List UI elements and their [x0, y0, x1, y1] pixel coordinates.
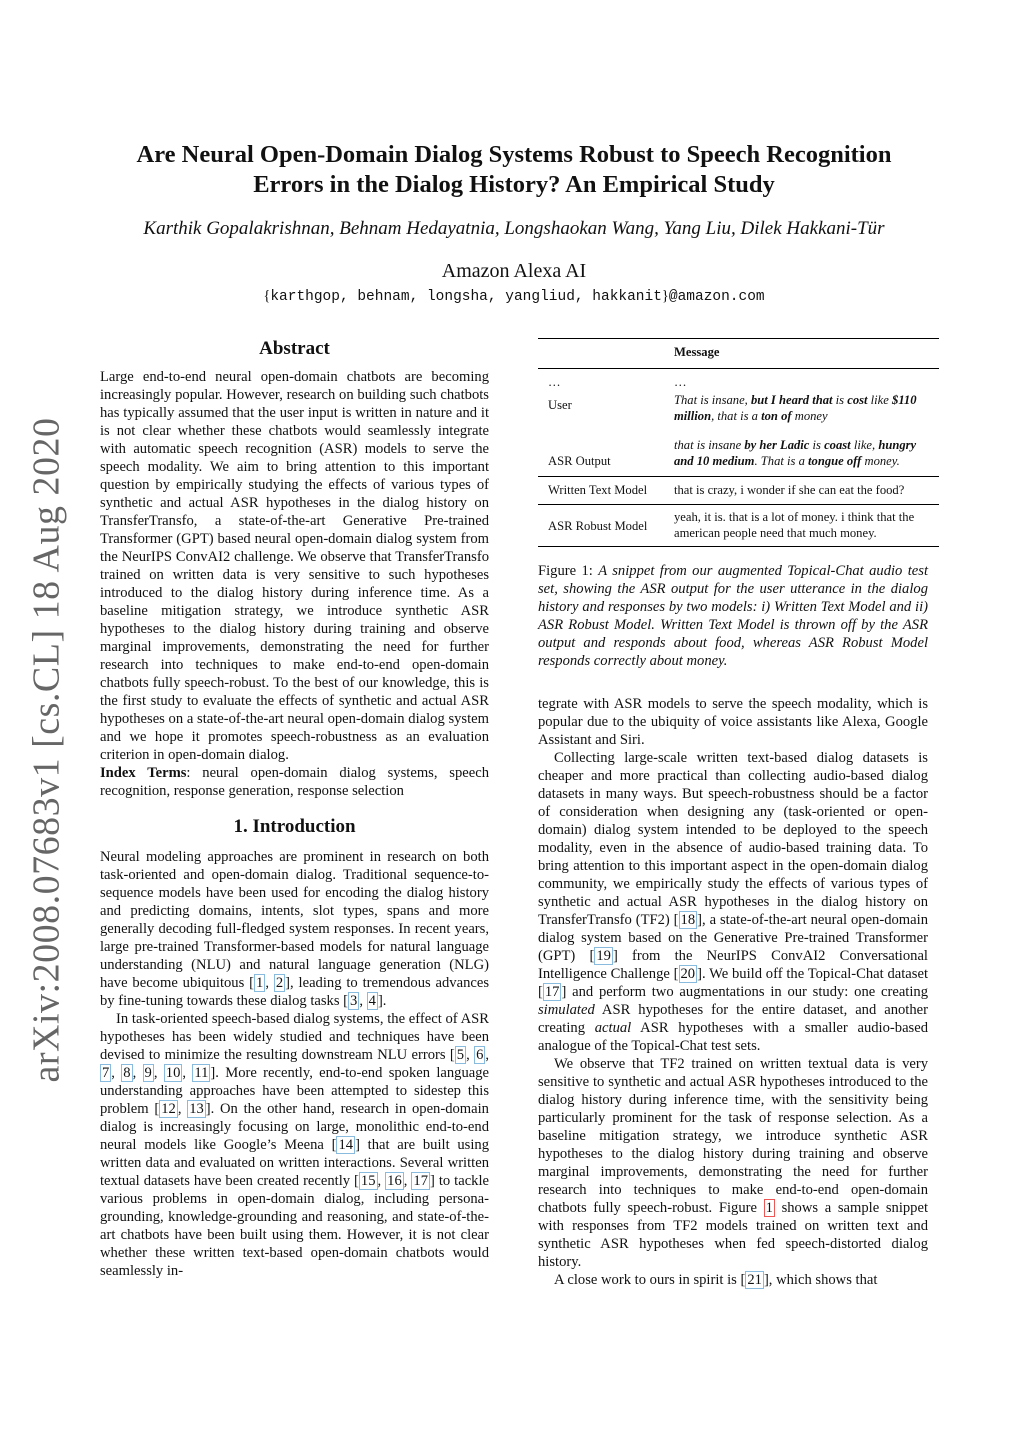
- citation-link[interactable]: 7: [102, 1065, 110, 1081]
- abstract-body: [100, 368, 489, 800]
- author-emails: {karthgop, behnam, longsha, yangliud, hakkanit}@amazon.com: [263, 288, 765, 305]
- citation-link[interactable]: 11: [194, 1065, 209, 1081]
- right-paragraph-3: We observe that TF2 trained on written textual data is very sensitive to synthetic and actual ASR hypotheses introduced to the dialog history during inference time, with the sensitivity being particularly prominent for the task of response selection. As a baseline mitigation strategy, we introduce synthetic ASR hypotheses to the dialog history during training and observe marginal improvements, demonstrating the need for further research into techniques to make end-to-end open-domain chatbots fully speech-robust. Figure 1 shows a sample snippet with responses from TF2 models trained on written text and synthetic ASR hypotheses when fed speech-distorted dialog history.: [538, 1056, 929, 1270]
- author-list: Karthik Gopalakrishnan, Behnam Hedayatnia, Longshaokan Wang, Yang Liu, Dilek Hakkani-Tür: [143, 218, 885, 239]
- asr-output: that is insane by her Ladic is coast like, hungry and 10 medium. That is a tongue off money.: [674, 438, 917, 468]
- right-paragraph-4: A close work to ours in spirit is [ 21 ], which shows that: [554, 1272, 878, 1288]
- citation-link[interactable]: 15: [360, 1173, 376, 1189]
- citation-link[interactable]: 9: [144, 1065, 152, 1081]
- intro-body: [100, 848, 489, 1280]
- index-terms: Index Terms: neural open-domain dialog systems, speech recognition, response generation, response selection: [100, 765, 490, 799]
- citation-link[interactable]: 4: [368, 993, 376, 1009]
- arxiv-side-label: arXiv:2008.07683v1 [cs.CL] 18 Aug 2020: [25, 417, 68, 1083]
- table-row: ASR Output that is insane by her Ladic is coast like, hungry and 10 medium. That is a tongue off money.: [538, 434, 939, 476]
- citation-link[interactable]: 6: [476, 1047, 484, 1063]
- citation-link[interactable]: 17: [413, 1173, 428, 1189]
- citation-link[interactable]: 2: [275, 975, 284, 991]
- citation-link[interactable]: 17: [544, 984, 560, 1000]
- intro-paragraph-2: In task-oriented speech-based dialog systems, the effect of ASR hypotheses has been widely studied and techniques have been devised to minimize the resulting downstream NLU errors [ 5 , 6 , 7 , 8 , 9 , 10 , 11 ]. More recently, end-to-end spoken language understanding approaches have been attempted to sidestep this problem [ 12 , 13 ]. On the other hand, research in open-domain dialog is increasingly focusing on large, monolithic end-to-end neural models like Google’s Meena [ 14 ] that are built using written data and evaluated on written interactions. Several written textual datasets have been created recently [ 15 , 16 , 17 ] to tackle various problems in open-domain dialog, including persona-grounding, knowledge-grounding and reasoning, and state-of-the-art chatbots have been built using them. However, it is not clear whether these written text-based open-domain chatbots would seamlessly in-: [100, 1011, 490, 1279]
- citation-link[interactable]: 3: [350, 993, 358, 1009]
- right-paragraph-2: Collecting large-scale written text-based dialog datasets is cheaper and more practical than collecting audio-based dialog datasets in many ways. But speech-robustness should be a factor of consideration when designing any (task-oriented or open-domain) dialog system intended to be deployed to the speech modality, even in the absence of audio-based training data. To bring attention to this important aspect in the open-domain dialog community, we empirically study the effects of various types of synthetic and actual ASR hypotheses in the dialog history on TransferTransfo (TF2) [ 18 ], a state-of-the-art neural open-domain dialog system based on the Generative Pre-trained Transformer (GPT) [ 19 ] from the NeurIPS ConvAI2 Conversational Intelligence Challenge [ 20 ]. We build off the Topical-Chat dataset [ 17 ] and perform two augmentations in our study: one creating simulated ASR hypotheses for the entire dataset, and another creating actual ASR hypotheses with a smaller audio-based analogue of the Topical-Chat test sets.: [538, 750, 929, 1054]
- citation-link[interactable]: 20: [680, 966, 696, 982]
- citation-link[interactable]: 10: [165, 1065, 181, 1081]
- table-row: … …: [548, 374, 687, 389]
- paper-title: Are Neural Open-Domain Dialog Systems Robust to Speech Recognition Errors in the Dialog History? An Empirical Study: [136, 141, 892, 198]
- figure-link[interactable]: 1: [765, 1200, 773, 1216]
- intro-paragraph-1: Neural modeling approaches are prominent in research on both task-oriented and open-domain dialog. Traditional sequence-to-sequence models have been used for encoding the dialog history and predicting domains, intents, slot types, spans and more generally decoding full-fledged system responses. In recent years, large pre-trained Transformer-based models for natural language understanding (NLU) and natural language generation (NLG) have become ubiquitous [ 1 , 2 ], leading to tremendous advances by fine-tuning towards these dialog tasks [ 3 , 4 ].: [100, 849, 490, 1009]
- citation-link[interactable]: 16: [387, 1173, 402, 1189]
- citation-link[interactable]: 8: [123, 1065, 131, 1081]
- affiliation: Amazon Alexa AI: [441, 260, 587, 282]
- table-row: ASR Robust Model yeah, it is. that is a lot of money. i think that the american people need that much money.: [538, 505, 939, 547]
- citation-link[interactable]: 1: [256, 975, 264, 991]
- abstract-heading: Abstract: [259, 338, 330, 359]
- dialog-snippet-table: [538, 338, 939, 547]
- citation-link[interactable]: 19: [596, 948, 611, 964]
- citation-link[interactable]: 14: [338, 1137, 354, 1153]
- citation-link[interactable]: 5: [456, 1047, 465, 1063]
- figure-caption: Figure 1: A snippet from our augmented Topical-Chat audio test set, showing the ASR output for the user utterance in the dialog history and responses by two models: i) Written Text Model and ii) ASR Robust Model. Written Text Model is thrown off by the ASR output and responds about food, whereas ASR Robust Model responds correctly about money.: [538, 563, 928, 669]
- table-row: User That is insane, but I heard that is cost like $110 million, that is a ton of money: [538, 390, 939, 434]
- user-utterance: That is insane, but I heard that is cost like $110 million, that is a ton of money: [674, 393, 917, 423]
- abstract-text: Large end-to-end neural open-domain chatbots are becoming increasingly popular. However, research on building such chatbots has typically assumed that the user input is written in nature and it is not clear whether these chatbots would seamlessly integrate with automatic speech recognition (ASR) models to serve the speech modality. We aim to bring attention to this important question by empirically studying the effects of various types of synthetic and actual ASR hypotheses in the dialog history on TransferTransfo, a state-of-the-art Generative Pre-trained Transformer (GPT) based neural open-domain dialog system from the NeurIPS ConvAI2 challenge. We observe that TransferTransfo trained on written data is very sensitive to such hypotheses introduced to the dialog history during inference time. As a baseline mitigation strategy, we introduce synthetic ASR hypotheses to the dialog history during training and observe marginal improvements, demonstrating the need for further research into techniques to make end-to-end open-domain chatbots fully speech-robust. To the best of our knowledge, this is the first study to evaluate the effects of synthetic and actual ASR hypotheses on a state-of-the-art neural open-domain dialog system and we hope it promotes speech-robustness as an evaluation criterion in open-domain dialog.: [100, 369, 489, 763]
- table-header-message: Message: [674, 345, 720, 359]
- citation-link[interactable]: 18: [680, 912, 696, 928]
- right-paragraph-1: tegrate with ASR models to serve the speech modality, which is popular due to the ubiquity of voice assistants like Alexa, Google Assistant and Siri.: [538, 696, 928, 748]
- table-header-row: [538, 339, 939, 369]
- citation-link[interactable]: 21: [747, 1272, 762, 1288]
- table-row: Written Text Model that is crazy, i wonder if she can eat the food?: [538, 476, 939, 505]
- citation-link[interactable]: 13: [189, 1101, 204, 1117]
- citation-link[interactable]: 12: [161, 1101, 176, 1117]
- right-column-body: [538, 695, 928, 1289]
- intro-heading: 1. Introduction: [233, 816, 356, 837]
